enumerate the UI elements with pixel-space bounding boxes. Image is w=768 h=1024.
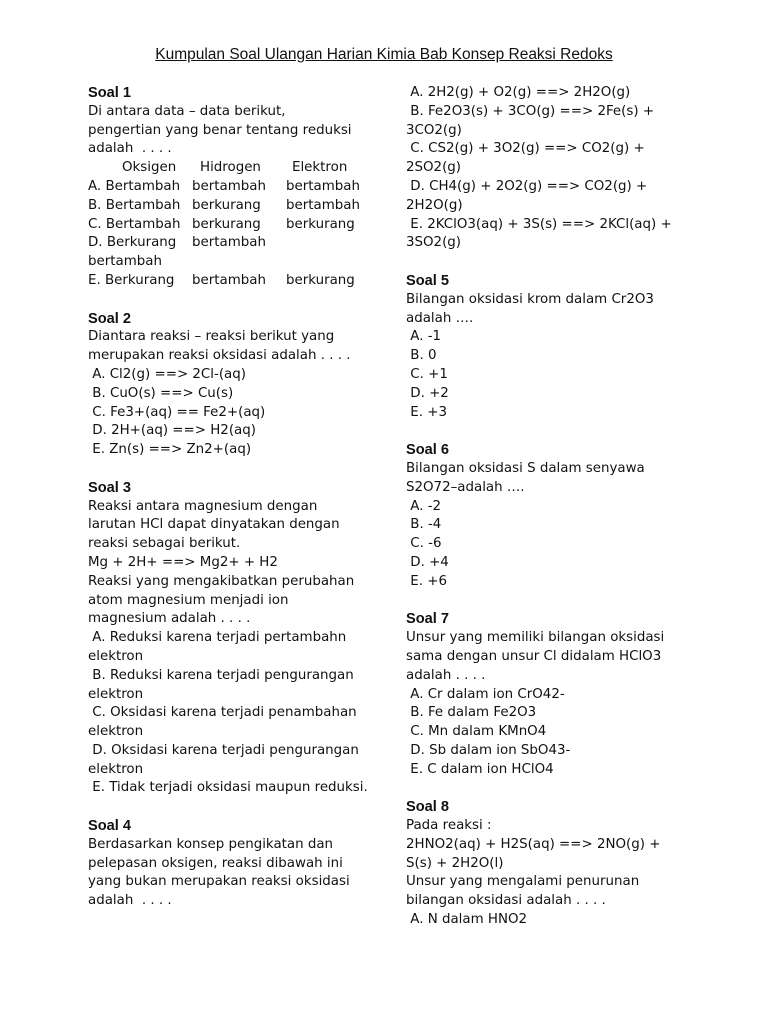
question-text: pengertian yang benar tentang reduksi: [88, 122, 352, 138]
question-7: [406, 610, 696, 779]
table-cell: bertambah: [286, 178, 360, 194]
answer-option: E. 2KClO3(aq) + 3S(s) ==> 2KCl(aq) + 3SO2(g): [406, 216, 676, 251]
question-text: adalah ….: [406, 310, 474, 326]
answer-option: D. +2: [406, 385, 449, 401]
answer-option: C. Fe3+(aq) == Fe2+(aq): [88, 404, 266, 420]
table-cell: [286, 234, 378, 253]
answer-option: B. CuO(s) ==> Cu(s): [88, 385, 234, 401]
table-cell: berkurang: [192, 216, 261, 232]
answer-option: D. Sb dalam ion SbO43-: [406, 742, 571, 758]
answer-option: B. 0: [406, 348, 437, 364]
answer-option: C. Mn dalam KMnO4: [406, 724, 547, 740]
answer-option: B. -4: [406, 517, 442, 533]
question-text: Bilangan oksidasi krom dalam Cr2O3: [406, 291, 654, 307]
answer-option: E. +6: [406, 573, 447, 589]
question-text: Reaksi antara magnesium dengan: [88, 498, 318, 514]
answer-option: C. CS2(g) + 3O2(g) ==> CO2(g) + 2SO2(g): [406, 141, 649, 176]
table-cell: berkurang: [286, 216, 355, 232]
answer-option: D. 2H+(aq) ==> H2(aq): [88, 423, 256, 439]
question-heading: Soal 5: [406, 272, 449, 289]
answer-option: C. +1: [406, 366, 448, 382]
reaction-equation: 2HNO2(aq) + H2S(aq) ==> 2NO(g) +: [406, 836, 661, 852]
table-cell: bertambah: [286, 197, 360, 213]
table-cell: berkurang: [286, 272, 355, 288]
answer-option: D. CH4(g) + 2O2(g) ==> CO2(g) + 2H2O(g): [406, 178, 652, 213]
table-cell: A. Bertambah: [88, 178, 181, 194]
question-text: yang bukan merupakan reaksi oksidasi: [88, 874, 350, 890]
question-heading: Soal 8: [406, 799, 449, 816]
question-heading: Soal 7: [406, 611, 449, 628]
question-4-options: [406, 84, 696, 253]
question-8: [406, 798, 696, 930]
question-heading: Soal 4: [88, 818, 131, 835]
question-text: Pada reaksi :: [406, 818, 492, 834]
question-text: sama dengan unsur Cl didalam HClO3: [406, 648, 662, 664]
answer-option: B. Fe dalam Fe2O3: [406, 705, 537, 721]
table-cell: E. Berkurang: [88, 272, 175, 288]
question-text: Diantara reaksi – reaksi berikut yang: [88, 329, 335, 345]
table-cell: D. Berkurang: [88, 235, 177, 251]
table-cell: bertambah: [88, 254, 162, 270]
reaction-equation: S(s) + 2H2O(l): [406, 855, 504, 871]
question-6: [406, 441, 696, 591]
answer-option: B. Fe2O3(s) + 3CO(g) ==> 2Fe(s) + 3CO2(g): [406, 103, 659, 138]
question-text: pelepasan oksigen, reaksi dibawah ini: [88, 855, 343, 871]
document-title: Kumpulan Soal Ulangan Harian Kimia Bab Konsep Reaksi Redoks: [155, 46, 613, 63]
answer-option: A. -1: [406, 329, 442, 345]
question-5: [406, 272, 696, 422]
table-cell: berkurang: [192, 197, 261, 213]
table-header: Oksigen: [122, 160, 177, 176]
question-text: Di antara data – data berikut,: [88, 103, 286, 119]
question-text: adalah . . . .: [88, 141, 172, 157]
table-header: Elektron: [292, 160, 348, 176]
answer-option: A. Cl2(g) ==> 2Cl-(aq): [88, 366, 246, 382]
table-header: Hidrogen: [200, 160, 261, 176]
question-text: atom magnesium menjadi ion: [88, 592, 289, 608]
answer-option: E. Zn(s) ==> Zn2+(aq): [88, 442, 252, 458]
question-heading: Soal 6: [406, 442, 449, 459]
table-cell: bertambah: [192, 272, 266, 288]
table-cell: B. Bertambah: [88, 197, 181, 213]
question-text: Unsur yang memiliki bilangan oksidasi: [406, 630, 665, 646]
answer-table: [88, 159, 378, 291]
question-text: Reaksi yang mengakibatkan perubahan: [88, 573, 355, 589]
answer-option: C. Oksidasi karena terjadi penambahan elektron: [88, 705, 361, 740]
answer-option: A. Cr dalam ion CrO42-: [406, 686, 565, 702]
table-cell: bertambah: [192, 178, 266, 194]
answer-option: B. Reduksi karena terjadi pengurangan elektron: [88, 667, 358, 702]
question-text: Unsur yang mengalami penurunan: [406, 874, 640, 890]
question-text: Berdasarkan konsep pengikatan dan: [88, 836, 334, 852]
table-cell: bertambah: [192, 235, 266, 251]
table-cell: [192, 253, 286, 272]
question-heading: Soal 2: [88, 310, 131, 327]
question-text: bilangan oksidasi adalah . . . .: [406, 893, 606, 909]
question-text: adalah . . . .: [406, 667, 486, 683]
question-text: magnesium adalah . . . .: [88, 611, 251, 627]
question-text: merupakan reaksi oksidasi adalah . . . .: [88, 348, 351, 364]
answer-option: E. +3: [406, 404, 447, 420]
answer-option: C. -6: [406, 536, 442, 552]
question-2: [88, 310, 378, 460]
left-column: [88, 84, 378, 930]
right-column: [406, 84, 696, 949]
question-1: [88, 84, 378, 291]
question-text: reaksi sebagai berikut.: [88, 536, 241, 552]
question-heading: Soal 1: [88, 85, 131, 101]
answer-option: A. Reduksi karena terjadi pertambahn elektron: [88, 630, 351, 664]
question-text: adalah . . . .: [88, 893, 172, 909]
reaction-equation: Mg + 2H+ ==> Mg2+ + H2: [88, 554, 278, 570]
answer-option: D. +4: [406, 554, 449, 570]
answer-option: A. 2H2(g) + O2(g) ==> 2H2O(g): [406, 85, 631, 100]
question-3: [88, 479, 378, 799]
answer-option: D. Oksidasi karena terjadi pengurangan elektron: [88, 742, 364, 777]
answer-option: E. C dalam ion HClO4: [406, 761, 554, 777]
question-text: Bilangan oksidasi S dalam senyawa: [406, 460, 645, 476]
table-cell: C. Bertambah: [88, 216, 181, 232]
question-text: S2O72–adalah ….: [406, 479, 525, 495]
answer-option: A. N dalam HNO2: [406, 912, 528, 928]
question-text: larutan HCl dapat dinyatakan dengan: [88, 517, 340, 533]
table-cell: [286, 253, 378, 272]
answer-option: E. Tidak terjadi oksidasi maupun reduksi.: [88, 780, 368, 796]
answer-option: A. -2: [406, 498, 442, 514]
question-4: [88, 817, 378, 911]
question-heading: Soal 3: [88, 479, 131, 496]
